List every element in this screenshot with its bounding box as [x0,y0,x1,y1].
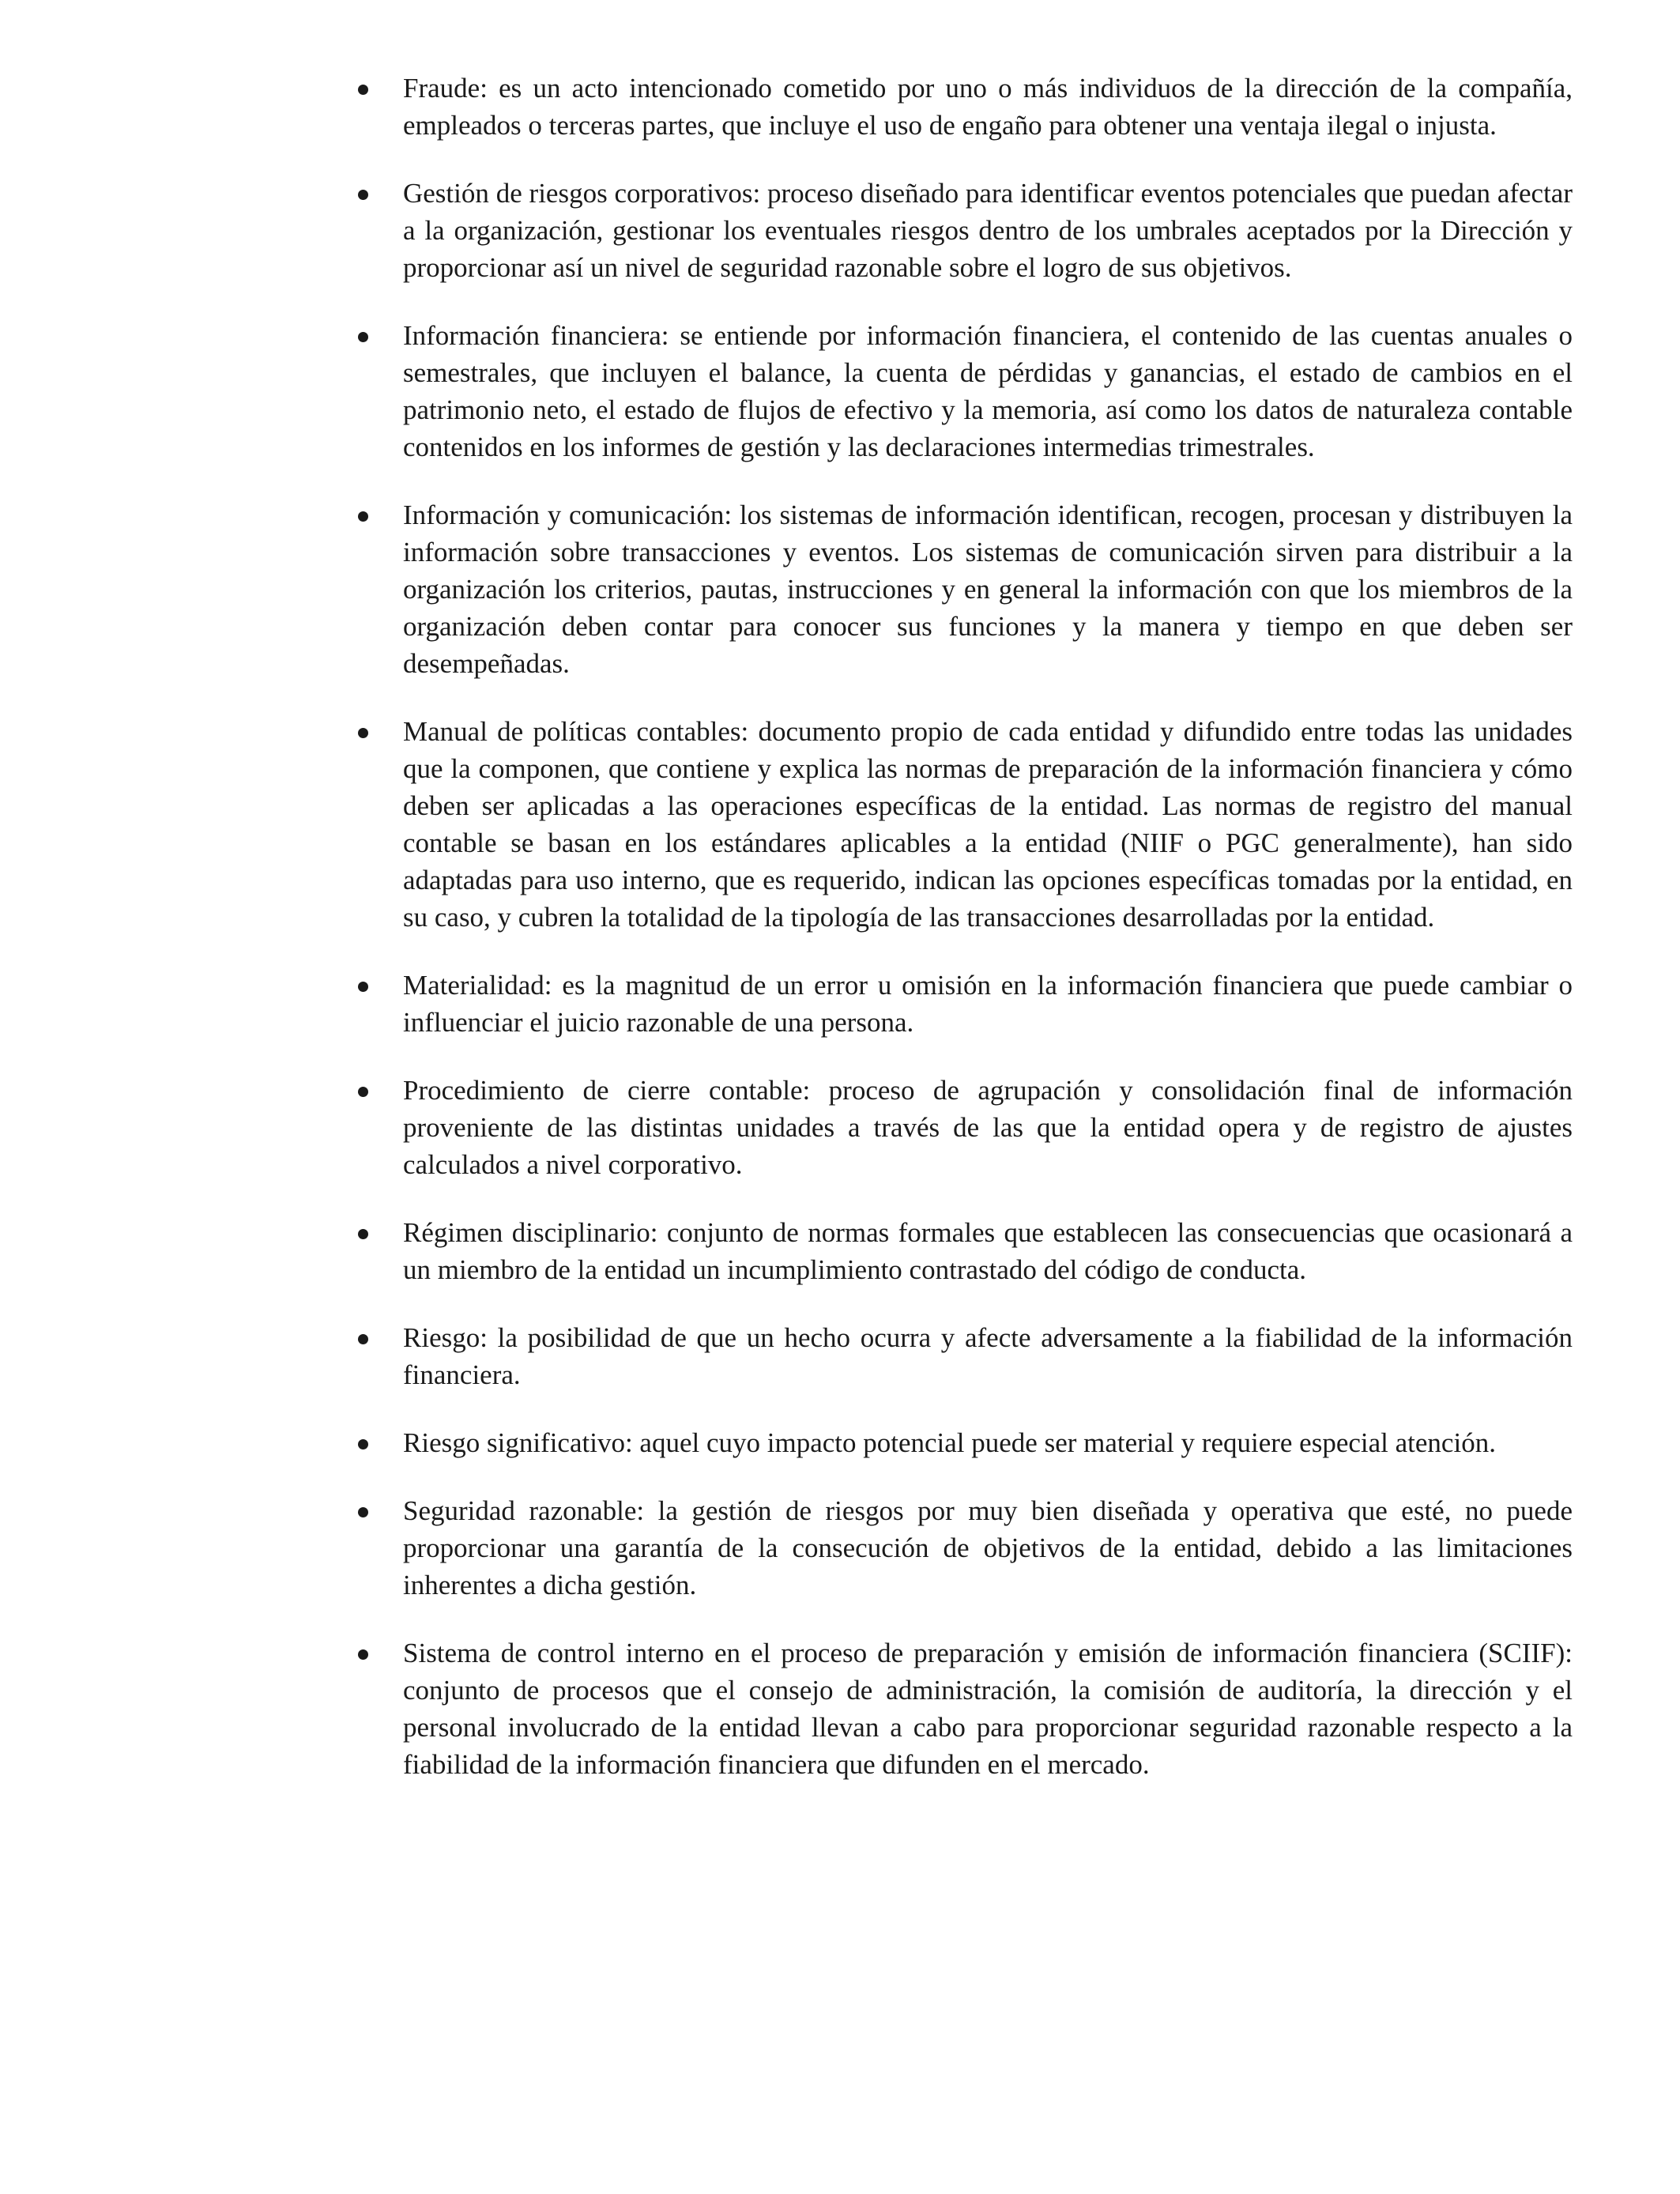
definition-text: Riesgo significativo: aquel cuyo impacto potencial puede ser material y requiere especial atención. [403,1427,1496,1458]
bullet-icon [358,1087,368,1097]
definition-cierre-contable [403,1072,1573,1183]
definition-riesgo-significativo [403,1424,1573,1461]
definition-riesgo [403,1319,1573,1393]
bullet-icon [358,332,368,342]
definition-materialidad [403,967,1573,1041]
definition-text: Sistema de control interno en el proceso de preparación y emisión de información financiera (SCIIF): conjunto de procesos que el consejo de administración, la comisión de auditoría, la dirección y el personal involucrado de la entidad llevan a cabo para proporcionar seguridad razonable respecto a la fiabilidad de la información financiera que difunden en el mercado. [403,1638,1573,1780]
bullet-icon [358,1439,368,1449]
definition-text: Procedimiento de cierre contable: proceso de agrupación y consolidación final de información proveniente de las distintas unidades a través de las que la entidad opera y de registro de ajustes calculados a nivel corporativo. [403,1075,1573,1180]
definition-gestion-riesgos [403,175,1573,286]
bullet-icon [358,190,368,200]
definition-text: Información financiera: se entiende por información financiera, el contenido de las cuentas anuales o semestrales, que incluyen el balance, la cuenta de pérdidas y ganancias, el estado de cambios en el patrimonio neto, el estado de flujos de efectivo y la memoria, así como los datos de naturaleza contable contenidos en los informes de gestión y las declaraciones intermedias trimestrales. [403,320,1573,462]
bullet-icon [358,85,368,95]
definition-text: Fraude: es un acto intencionado cometido por uno o más individuos de la dirección de la compañía, empleados o terceras partes, que incluye el uso de engaño para obtener una ventaja ilegal o injusta. [403,73,1573,141]
definition-text: Gestión de riesgos corporativos: proceso diseñado para identificar eventos potenciales que puedan afectar a la organización, gestionar los eventuales riesgos dentro de los umbrales aceptados por la Dirección y proporcionar así un nivel de seguridad razonable sobre el logro de sus objetivos. [403,178,1573,283]
definition-text: Seguridad razonable: la gestión de riesgos por muy bien diseñada y operativa que esté, no puede proporcionar una garantía de la consecución de objetivos de la entidad, debido a las limitaciones inherentes a dicha gestión. [403,1495,1573,1600]
bullet-icon [358,1334,368,1344]
definition-regimen-disciplinario [403,1214,1573,1288]
bullet-icon [358,511,368,522]
definition-text: Régimen disciplinario: conjunto de normas formales que establecen las consecuencias que ocasionará a un miembro de la entidad un incumplimiento contrastado del código de conducta. [403,1217,1573,1285]
bullet-icon [358,1649,368,1660]
definition-text: Manual de políticas contables: documento propio de cada entidad y difundido entre todas las unidades que la componen, que contiene y explica las normas de preparación de la información financiera y cómo deben ser aplicadas a las operaciones específicas de la entidad. Las normas de registro del manual contable se basan en los estándares aplicables a la entidad (NIIF o PGC generalmente), han sido adaptadas para uso interno, que es requerido, indican las opciones específicas tomadas por la entidad, en su caso, y cubren la totalidad de la tipología de las transacciones desarrolladas por la entidad. [403,716,1573,933]
definition-text: Riesgo: la posibilidad de que un hecho ocurra y afecte adversamente a la fiabilidad de la información financiera. [403,1322,1573,1390]
bullet-icon [358,1229,368,1239]
definition-sciif [403,1634,1573,1783]
definitions-list [403,70,1573,1814]
definition-informacion-financiera [403,317,1573,466]
bullet-icon [358,1507,368,1517]
definition-text: Información y comunicación: los sistemas de información identifican, recogen, procesan y distribuyen la información sobre transacciones y eventos. Los sistemas de comunicación sirven para distribuir a la organización los criterios, pautas, instrucciones y en general la información con que los miembros de la organización deben contar para conocer sus funciones y la manera y tiempo en que deben ser desempeñadas. [403,499,1573,679]
definition-manual-politicas [403,713,1573,936]
definition-text: Materialidad: es la magnitud de un error u omisión en la información financiera que puede cambiar o influenciar el juicio razonable de una persona. [403,970,1573,1038]
definition-informacion-comunicacion [403,496,1573,682]
definition-fraude [403,70,1573,144]
bullet-icon [358,728,368,738]
bullet-icon [358,982,368,992]
definition-seguridad-razonable [403,1492,1573,1604]
